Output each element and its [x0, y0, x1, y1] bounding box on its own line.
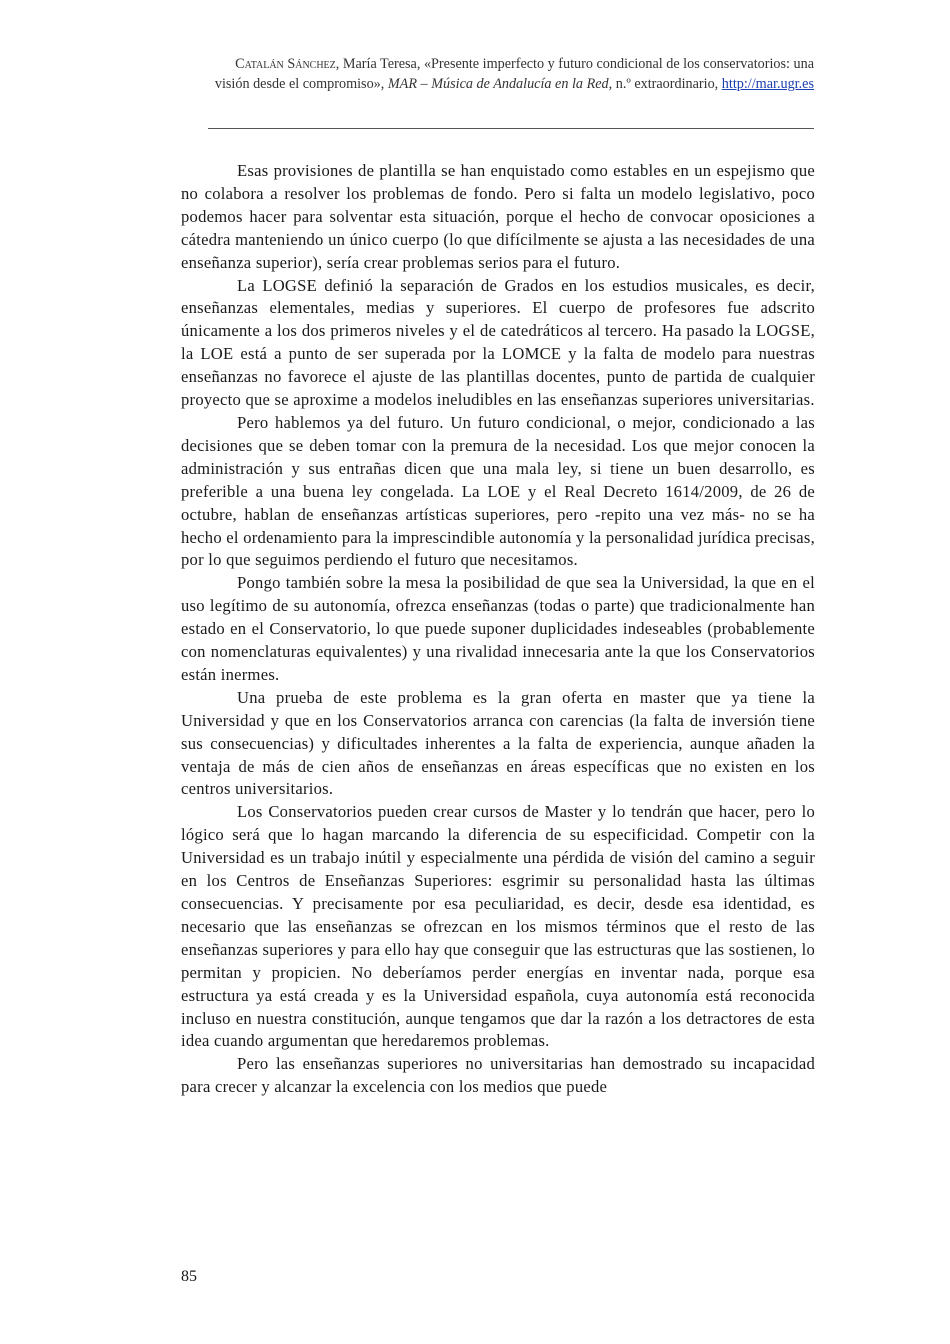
paragraph: Los Conservatorios pueden crear cursos de Master y lo tendrán que hacer, pero lo lógico será que lo hagan marcando la diferencia de su especificidad. Competir con la Universidad es un trabajo inútil y especialmente una pérdida de visión del camino a seguir en los Centros de Enseñanzas Superiores: esgrimir su personalidad hasta las últimas consecuencias. Y precisamente por esa peculiaridad, es decir, desde esa identidad, es necesario que las enseñanzas se ofrezcan en los mismos términos que el resto de las enseñanzas superiores y para ello hay que conseguir que las estructuras que las sostienen, lo permitan y propicien. No deberíamos perder energías en inventar nada, porque esa estructura ya está creada y es la Universidad española, cuya autonomía está reconocida incluso en nuestra constitución, aunque tengamos que dar la razón a los detractores de esta idea cuando argumentan que heredaremos problemas. — [181, 802, 815, 1051]
paragraph: Pero las enseñanzas superiores no universitarias han demostrado su incapacidad para crecer y alcanzar la excelencia con los medios que puede — [181, 1054, 815, 1097]
header-author-surname: Catalán Sánchez — [235, 56, 336, 72]
paragraph: Pongo también sobre la mesa la posibilidad de que sea la Universidad, la que en el uso legítimo de su autonomía, ofrezca enseñanzas (todas o parte) que tradicionalmente han estado en el Conservatorio, lo que puede suponer duplicidades indeseables (probablemente con nomenclaturas equivalentes) y una rivalidad innecesaria ante la que los Conservatorios están inermes. — [181, 573, 815, 684]
paragraph: La LOGSE definió la separación de Grados en los estudios musicales, es decir, enseñanzas elementales, medias y superiores. El cuerpo de profesores fue adscrito únicamente a los dos primeros niveles y el de catedráticos al tercero. Ha pasado la LOGSE, la LOE está a punto de ser superada por la LOMCE y la falta de modelo para nuestras enseñanzas no favorece el ajuste de las plantillas docentes, punto de partida de cualquier proyecto que se aproxime a modelos ineludibles en las enseñanzas superiores universitarias. — [181, 275, 815, 410]
running-header — [214, 54, 814, 94]
paragraph: Pero hablemos ya del futuro. Un futuro condicional, o mejor, condicionado a las decisiones que se deben tomar con la premura de la necesidad. Los que mejor conocen la administración y sus entrañas dicen que una mala ley, si tiene un buen desarrollo, es preferible a una buena ley congelada. La LOE y el Real Decreto 1614/2009, de 26 de octubre, hablan de enseñanzas artísticas superiores, pero -repito una vez más- no se ha hecho el ordenamiento para la imprescindible autonomía y la personalidad jurídica precisas, por lo que seguimos perdiendo el futuro que necesitamos. — [181, 412, 815, 570]
paragraph: Una prueba de este problema es la gran oferta en master que ya tiene la Universidad y que en los Conservatorios arranca con carencias (la falta de inversión tiene sus consecuencias) y dificultades inherentes a la falta de experiencia, aunque añaden la ventaja de más de cien años de enseñanzas en áreas específicas que no existen en los centros universitarios. — [181, 687, 815, 799]
header-divider — [208, 128, 814, 129]
article-body — [181, 160, 815, 1099]
paragraph: Esas provisiones de plantilla se han enquistado como estables en un espejismo que no colabora a resolver los problemas de fondo. Pero si falta un modelo legislativo, poco podemos hacer para solventar esta situación, porque el hecho de convocar oposiciones a cátedra manteniendo un único cuerpo (lo que difícilmente se ajusta a las necesidades de una enseñanza superior), sería crear problemas serios para el futuro. — [181, 161, 815, 272]
header-citation: , María Teresa, «Presente imperfecto y futuro condicional de los conservatorios: una visión desde el compromiso», — [214, 56, 814, 92]
page-number: 85 — [181, 1268, 197, 1285]
header-url-link[interactable]: http://mar.ugr.es — [721, 76, 814, 92]
header-issue: n.º extraordinario, — [612, 76, 722, 92]
header-journal-title: MAR – Música de Andalucía en la Red, — [387, 76, 613, 92]
